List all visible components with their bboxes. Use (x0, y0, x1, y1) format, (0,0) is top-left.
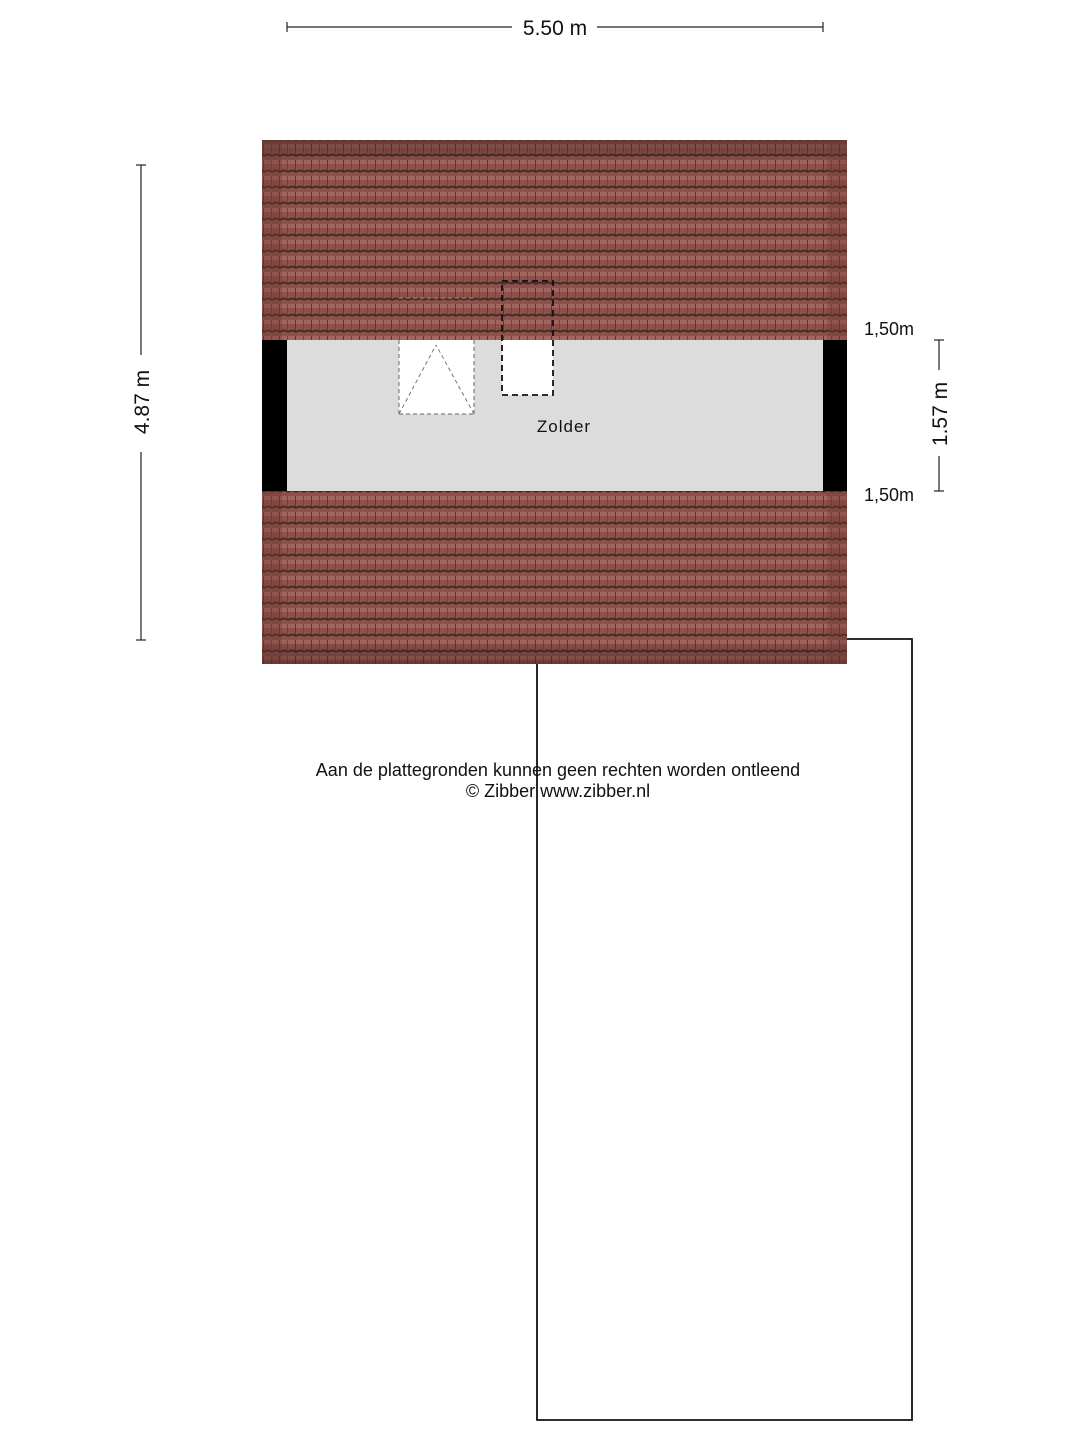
height-label-bottom: 1,50m (864, 485, 915, 505)
attic-floor (287, 340, 823, 491)
lower-floor-outline (537, 639, 912, 1420)
roof-top-tiles (262, 140, 847, 340)
copyright-text: © Zibber www.zibber.nl (465, 781, 651, 801)
room-depth-label: 1.57 m (929, 381, 952, 447)
gable-wall-right (823, 340, 847, 491)
room-depth-dimension (929, 340, 952, 491)
width-label: 5.50 m (522, 17, 588, 40)
depth-dimension (131, 165, 154, 640)
footer (240, 760, 876, 802)
gable-wall-left (262, 340, 287, 491)
height-label-top: 1,50m (864, 319, 915, 339)
width-dimension (287, 17, 823, 40)
roof-bottom-tiles (262, 491, 847, 664)
disclaimer-text: Aan de plattegronden kunnen geen rechten worden ontleend (315, 760, 801, 780)
room-label-zolder: Zolder (536, 417, 592, 436)
depth-label: 4.87 m (131, 369, 154, 435)
